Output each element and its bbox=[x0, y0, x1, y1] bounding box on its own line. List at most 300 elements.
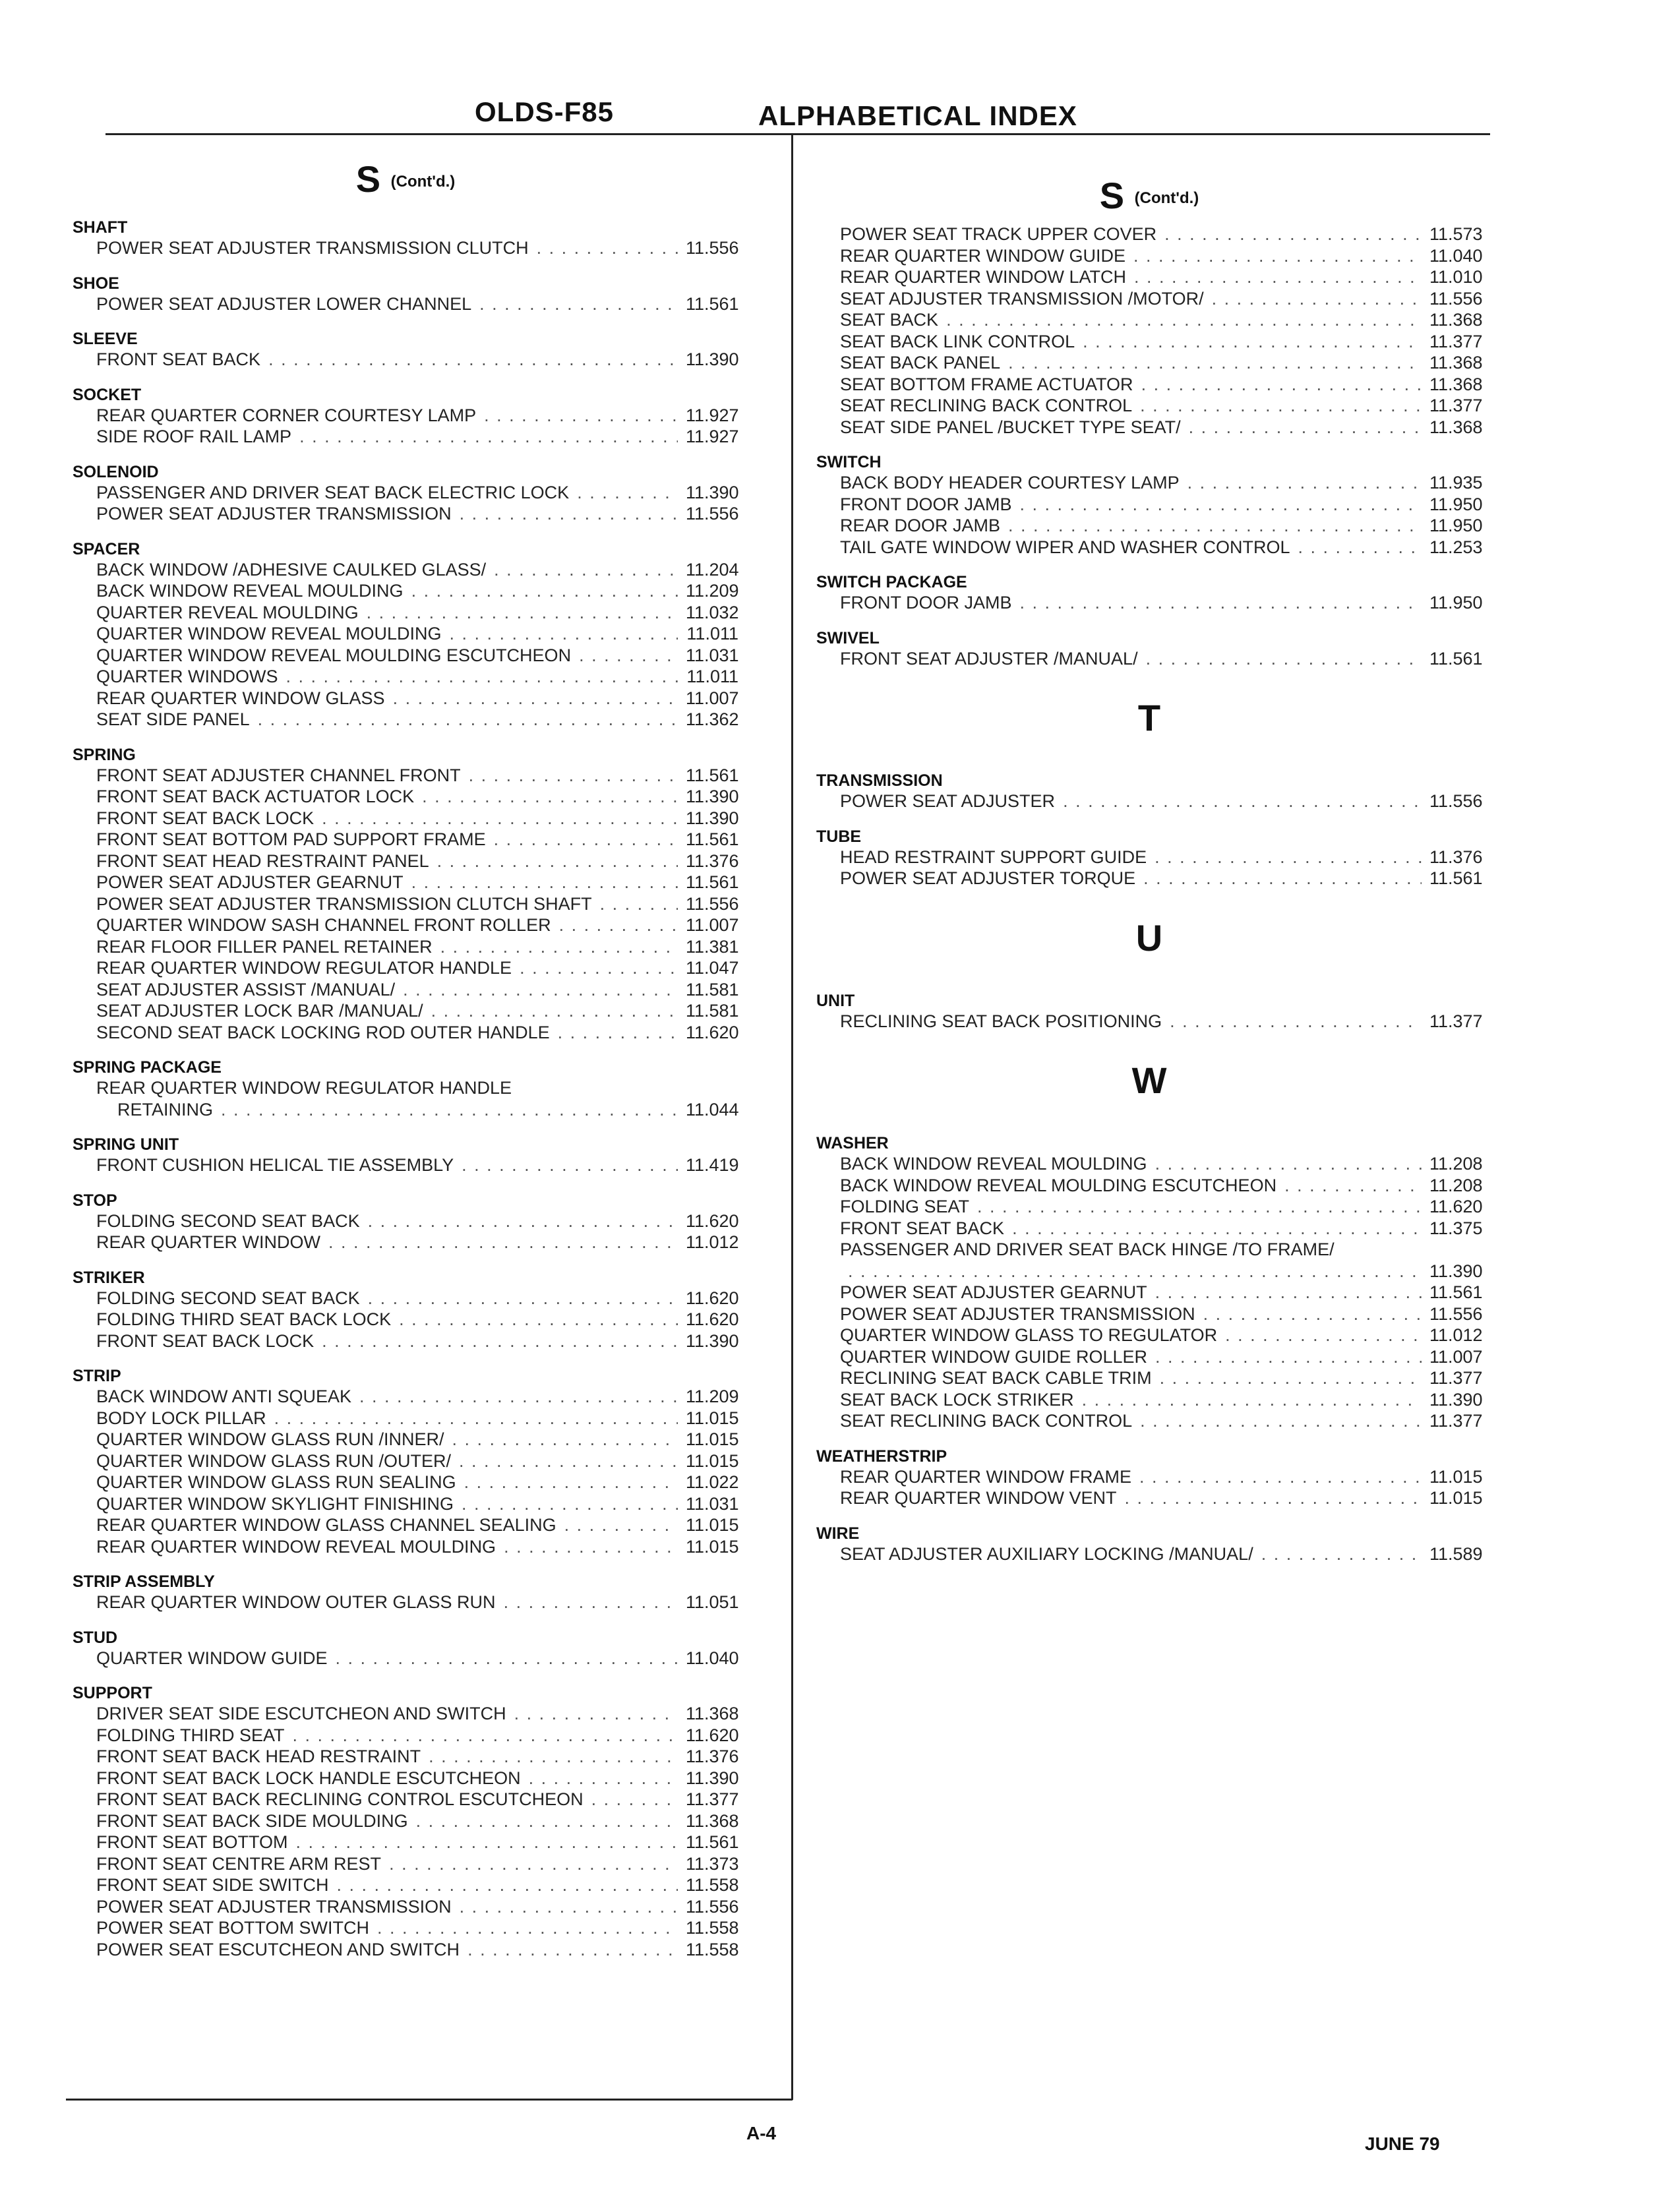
leader-dots bbox=[1212, 288, 1422, 310]
index-entry bbox=[96, 808, 738, 829]
index-entry bbox=[96, 850, 738, 872]
group-heading: STRIKER bbox=[73, 1268, 145, 1287]
leader-dots bbox=[403, 979, 678, 1001]
index-group bbox=[816, 1133, 1482, 1432]
entry-name: POWER SEAT ADJUSTER TRANSMISSION CLUTCH SHAFT bbox=[96, 893, 592, 914]
entry-page: 11.209 bbox=[686, 581, 739, 601]
entry-name: POWER SEAT ADJUSTER TRANSMISSION bbox=[840, 1303, 1195, 1324]
entry-page: 11.561 bbox=[686, 765, 739, 785]
entry-name: REAR QUARTER WINDOW LATCH bbox=[840, 267, 1127, 287]
group-heading: WIRE bbox=[816, 1524, 860, 1543]
entry-page: 11.927 bbox=[686, 427, 739, 447]
entry-name: POWER SEAT ADJUSTER LOWER CHANNEL bbox=[96, 293, 472, 314]
index-entry bbox=[840, 847, 1482, 868]
entry-name: REAR QUARTER WINDOW GLASS bbox=[96, 688, 385, 708]
leader-dots bbox=[946, 309, 1422, 331]
entry-name: SEAT BOTTOM FRAME ACTUATOR bbox=[840, 374, 1133, 394]
leader-dots bbox=[494, 559, 678, 581]
entry-page: 11.012 bbox=[686, 1232, 739, 1253]
leader-dots bbox=[600, 893, 678, 915]
leader-dots bbox=[1140, 395, 1422, 417]
index-entry-continued bbox=[840, 1261, 1482, 1282]
leader-dots bbox=[1020, 592, 1422, 614]
index-entry bbox=[840, 1487, 1482, 1509]
index-group bbox=[73, 1366, 738, 1557]
entry-page: 11.620 bbox=[686, 1309, 739, 1330]
entry-name: SEAT SIDE PANEL /BUCKET TYPE SEAT/ bbox=[840, 417, 1181, 437]
index-entry bbox=[840, 494, 1482, 516]
entry-name: SEAT BACK bbox=[840, 310, 939, 330]
group-heading: SWIVEL bbox=[816, 628, 880, 647]
leader-dots bbox=[1187, 472, 1422, 494]
leader-dots bbox=[1155, 1153, 1422, 1175]
entry-page: 11.007 bbox=[686, 915, 739, 936]
leader-dots bbox=[514, 1703, 678, 1725]
index-group bbox=[73, 329, 738, 371]
leader-dots bbox=[1133, 245, 1422, 267]
index-entry bbox=[96, 957, 738, 979]
entry-name: QUARTER WINDOW GLASS TO REGULATOR bbox=[840, 1325, 1218, 1346]
entry-page: 11.011 bbox=[686, 667, 738, 687]
index-group bbox=[816, 452, 1482, 558]
index-entry bbox=[840, 309, 1482, 331]
entry-name: FRONT SEAT BACK bbox=[840, 1218, 1005, 1238]
index-entry bbox=[96, 580, 738, 602]
entry-name: QUARTER WINDOW SASH CHANNEL FRONT ROLLER bbox=[96, 915, 551, 936]
leader-dots bbox=[460, 1896, 678, 1918]
leader-dots bbox=[359, 1386, 678, 1408]
index-entry bbox=[96, 1472, 738, 1493]
leader-dots bbox=[452, 1429, 678, 1450]
index-entry bbox=[840, 1346, 1482, 1368]
index-entry-continued bbox=[96, 1099, 738, 1121]
entry-page: 11.390 bbox=[686, 349, 739, 370]
leader-dots bbox=[268, 349, 678, 371]
group-heading: SUPPORT bbox=[73, 1684, 152, 1703]
group-heading: SWITCH PACKAGE bbox=[816, 573, 967, 592]
leader-dots bbox=[322, 1330, 678, 1352]
group-heading: SOLENOID bbox=[73, 462, 159, 481]
entry-page: 11.561 bbox=[686, 872, 739, 893]
leader-dots bbox=[1140, 1410, 1422, 1432]
index-group bbox=[73, 1572, 738, 1613]
right-w-groups bbox=[816, 1133, 1482, 1565]
entry-name: FRONT SEAT BOTTOM PAD SUPPORT FRAME bbox=[96, 829, 486, 850]
leader-dots bbox=[1160, 1367, 1422, 1389]
section-letter-s-right bbox=[816, 175, 1482, 220]
entry-name: REAR QUARTER WINDOW REGULATOR HANDLE bbox=[96, 958, 512, 978]
entry-name: FRONT SEAT BACK SIDE MOULDING bbox=[96, 1810, 408, 1831]
leader-dots bbox=[1012, 1218, 1422, 1239]
leader-dots bbox=[1155, 1282, 1422, 1303]
index-entry bbox=[840, 374, 1482, 396]
index-entry bbox=[840, 1410, 1482, 1432]
entry-name: PASSENGER AND DRIVER SEAT BACK HINGE /TO FRAME/ bbox=[840, 1239, 1335, 1260]
entry-page: 11.390 bbox=[1429, 1389, 1483, 1410]
entry-name: QUARTER WINDOW GUIDE ROLLER bbox=[840, 1346, 1148, 1367]
leader-dots bbox=[450, 623, 678, 645]
entry-page: 11.581 bbox=[686, 1001, 739, 1021]
entry-name: POWER SEAT ADJUSTER TORQUE bbox=[840, 868, 1136, 889]
entry-name: SEAT BACK LINK CONTROL bbox=[840, 331, 1075, 351]
index-entry bbox=[96, 1154, 738, 1176]
entry-page: 11.377 bbox=[686, 1789, 739, 1810]
entry-page: 11.589 bbox=[1429, 1543, 1483, 1564]
entry-name: POWER SEAT ADJUSTER GEARNUT bbox=[96, 872, 404, 893]
entry-page: 11.015 bbox=[686, 1450, 739, 1471]
leader-dots bbox=[479, 293, 678, 315]
entry-name: REAR DOOR JAMB bbox=[840, 516, 1001, 536]
leader-dots bbox=[431, 1000, 678, 1022]
entry-name: BACK WINDOW REVEAL MOULDING ESCUTCHEON bbox=[840, 1175, 1277, 1195]
entry-name: DRIVER SEAT SIDE ESCUTCHEON AND SWITCH bbox=[96, 1704, 506, 1724]
index-group bbox=[816, 1524, 1482, 1565]
index-entry bbox=[96, 1810, 738, 1832]
index-group bbox=[73, 218, 738, 259]
leader-dots bbox=[1170, 1011, 1422, 1032]
entry-name: REAR QUARTER WINDOW GUIDE bbox=[840, 245, 1126, 266]
index-entry bbox=[96, 1703, 738, 1725]
entry-page: 11.368 bbox=[686, 1704, 739, 1724]
index-group bbox=[816, 771, 1482, 812]
leader-dots bbox=[337, 1874, 678, 1896]
leader-dots bbox=[1143, 868, 1422, 889]
leader-dots bbox=[411, 580, 678, 602]
entry-page: 11.556 bbox=[1429, 791, 1483, 812]
entry-page: 11.927 bbox=[686, 405, 739, 425]
entry-name: REAR QUARTER WINDOW GLASS CHANNEL SEALING bbox=[96, 1515, 556, 1536]
entry-page: 11.556 bbox=[1429, 1303, 1483, 1324]
index-entry bbox=[96, 602, 738, 624]
entry-page: 11.015 bbox=[686, 1536, 739, 1557]
index-entry bbox=[96, 349, 738, 371]
entry-page: 11.032 bbox=[686, 602, 739, 622]
entry-page: 11.051 bbox=[686, 1592, 739, 1613]
right-column bbox=[816, 175, 1482, 1565]
leader-dots bbox=[411, 872, 678, 893]
leader-dots bbox=[429, 1746, 678, 1768]
index-group bbox=[73, 1683, 738, 1960]
column-divider bbox=[791, 135, 793, 2100]
index-entry bbox=[840, 1325, 1482, 1346]
entry-page: 11.950 bbox=[1429, 494, 1483, 514]
leader-dots bbox=[462, 1154, 678, 1176]
entry-name: REAR QUARTER WINDOW REGULATOR HANDLE bbox=[96, 1078, 512, 1098]
entry-page: 11.015 bbox=[686, 1408, 739, 1428]
index-entry bbox=[96, 1746, 738, 1768]
index-group bbox=[816, 827, 1482, 889]
index-group bbox=[816, 628, 1482, 670]
index-group bbox=[73, 1268, 738, 1352]
leader-dots bbox=[462, 1493, 678, 1515]
entry-name: SECOND SEAT BACK LOCKING ROD OUTER HANDLE bbox=[96, 1022, 550, 1042]
leader-dots bbox=[977, 1196, 1422, 1218]
leader-dots bbox=[460, 503, 678, 525]
index-entry bbox=[96, 979, 738, 1001]
index-entry bbox=[96, 1592, 738, 1613]
index-entry bbox=[96, 1450, 738, 1472]
group-heading: WASHER bbox=[816, 1134, 889, 1153]
left-groups bbox=[73, 218, 738, 1960]
entry-page: 11.558 bbox=[686, 1875, 739, 1895]
leader-dots bbox=[440, 936, 678, 958]
entry-page: 11.561 bbox=[1429, 1282, 1483, 1303]
index-entry bbox=[96, 1288, 738, 1309]
group-heading: SOCKET bbox=[73, 385, 142, 404]
group-heading: TRANSMISSION bbox=[816, 771, 943, 791]
entry-page: 11.015 bbox=[1429, 1466, 1483, 1487]
entry-name: BACK WINDOW REVEAL MOULDING bbox=[96, 581, 404, 601]
index-entry bbox=[96, 1789, 738, 1810]
index-entry bbox=[840, 1175, 1482, 1197]
entry-name: FRONT SEAT BACK LOCK HANDLE ESCUTCHEON bbox=[96, 1768, 521, 1788]
entry-name: QUARTER WINDOW REVEAL MOULDING ESCUTCHEON bbox=[96, 645, 572, 665]
group-heading: TUBE bbox=[816, 827, 862, 846]
entry-page: 11.015 bbox=[686, 1429, 739, 1450]
entry-page: 11.556 bbox=[686, 238, 739, 258]
entry-name: SEAT BACK PANEL bbox=[840, 353, 1001, 373]
entry-page: 11.556 bbox=[686, 504, 739, 524]
header-model: OLDS-F85 bbox=[475, 96, 615, 127]
right-t-groups bbox=[816, 771, 1482, 889]
entry-page: 11.620 bbox=[1429, 1197, 1483, 1217]
entry-page: 11.362 bbox=[686, 709, 739, 730]
index-entry bbox=[840, 868, 1482, 889]
section-letter-t: T bbox=[1137, 697, 1161, 739]
leader-dots bbox=[577, 482, 678, 504]
entry-page: 11.556 bbox=[686, 1896, 739, 1917]
header-title: ALPHABETICAL INDEX bbox=[758, 100, 1077, 131]
entry-name: TAIL GATE WINDOW WIPER AND WASHER CONTROL bbox=[840, 537, 1290, 557]
entry-page: 11.620 bbox=[686, 1288, 739, 1308]
entry-page: 11.368 bbox=[1429, 310, 1483, 330]
entry-name: FRONT SEAT BACK LOCK bbox=[96, 1330, 315, 1351]
leader-dots bbox=[529, 1768, 678, 1789]
leader-dots bbox=[504, 1536, 678, 1558]
entry-name: FOLDING THIRD SEAT BACK LOCK bbox=[96, 1309, 392, 1330]
entry-page: 11.620 bbox=[686, 1725, 739, 1745]
leader-dots bbox=[437, 850, 678, 872]
index-entry bbox=[840, 1153, 1482, 1175]
leader-dots bbox=[1284, 1175, 1422, 1197]
entry-name: REAR QUARTER CORNER COURTESY LAMP bbox=[96, 405, 477, 425]
entry-page: 11.007 bbox=[686, 688, 739, 708]
index-group bbox=[73, 1191, 738, 1253]
entry-name: POWER SEAT BOTTOM SWITCH bbox=[96, 1918, 370, 1938]
entry-name: BACK BODY HEADER COURTESY LAMP bbox=[840, 473, 1180, 493]
leader-dots bbox=[399, 1309, 678, 1330]
index-entry bbox=[840, 537, 1482, 558]
index-entry bbox=[840, 515, 1482, 537]
entry-page: 11.031 bbox=[686, 1493, 739, 1514]
header-rule bbox=[105, 133, 1490, 135]
index-entry bbox=[96, 1648, 738, 1669]
index-entry bbox=[96, 1309, 738, 1330]
entry-name: POWER SEAT ADJUSTER GEARNUT bbox=[840, 1282, 1147, 1303]
index-group bbox=[816, 1447, 1482, 1509]
entry-page: 11.556 bbox=[1429, 288, 1483, 309]
entry-page: 11.375 bbox=[1429, 1218, 1483, 1238]
index-group bbox=[73, 462, 738, 525]
entry-name: SEAT ADJUSTER LOCK BAR /MANUAL/ bbox=[96, 1001, 423, 1021]
leader-dots bbox=[520, 957, 678, 979]
index-entry bbox=[840, 472, 1482, 494]
entry-page: 11.007 bbox=[1429, 1346, 1483, 1367]
entry-page: 11.556 bbox=[686, 893, 739, 914]
leader-dots bbox=[1189, 417, 1422, 438]
entry-name: POWER SEAT ESCUTCHEON AND SWITCH bbox=[96, 1939, 460, 1959]
entry-page: 11.620 bbox=[686, 1210, 739, 1231]
entry-page: 11.368 bbox=[1429, 417, 1483, 437]
leader-dots bbox=[322, 808, 678, 829]
leader-dots bbox=[258, 709, 678, 731]
entry-page: 11.368 bbox=[1429, 353, 1483, 373]
index-entry bbox=[840, 648, 1482, 670]
entry-name: FRONT DOOR JAMB bbox=[840, 593, 1012, 613]
entry-page: 11.377 bbox=[1429, 396, 1483, 416]
index-group bbox=[73, 274, 738, 315]
group-heading: SHOE bbox=[73, 274, 119, 293]
entry-name: FRONT SEAT ADJUSTER CHANNEL FRONT bbox=[96, 765, 461, 785]
index-entry bbox=[96, 688, 738, 709]
index-group bbox=[73, 1628, 738, 1669]
leader-dots bbox=[564, 1514, 678, 1536]
index-entry bbox=[96, 1874, 738, 1896]
entry-page: 11.368 bbox=[686, 1810, 739, 1831]
index-entry bbox=[96, 936, 738, 958]
entry-name: QUARTER WINDOW GUIDE bbox=[96, 1648, 328, 1668]
leader-dots bbox=[1155, 1346, 1422, 1368]
group-heading: WEATHERSTRIP bbox=[816, 1447, 947, 1466]
entry-page: 11.044 bbox=[686, 1099, 739, 1119]
index-entry bbox=[840, 1543, 1482, 1565]
entry-name: QUARTER REVEAL MOULDING bbox=[96, 602, 359, 622]
entry-page: 11.377 bbox=[1429, 1368, 1483, 1388]
leader-dots bbox=[422, 786, 678, 808]
section-letter: S bbox=[1099, 175, 1125, 216]
entry-page: 11.015 bbox=[686, 1515, 739, 1536]
leader-dots bbox=[591, 1789, 678, 1810]
leader-dots bbox=[464, 1472, 678, 1493]
entry-name: REAR QUARTER WINDOW OUTER GLASS RUN bbox=[96, 1592, 496, 1613]
entry-name: FRONT SEAT SIDE SWITCH bbox=[96, 1875, 329, 1895]
entry-page: 11.390 bbox=[686, 1330, 739, 1351]
entry-name: FOLDING SECOND SEAT BACK bbox=[96, 1288, 360, 1308]
index-entry bbox=[96, 559, 738, 581]
group-heading: SLEEVE bbox=[73, 330, 138, 349]
entry-name: BACK WINDOW /ADHESIVE CAULKED GLASS/ bbox=[96, 559, 487, 580]
entry-page: 11.012 bbox=[1429, 1325, 1483, 1346]
group-heading: UNIT bbox=[816, 991, 855, 1010]
entry-page: 11.390 bbox=[686, 787, 739, 807]
leader-dots bbox=[1298, 537, 1422, 558]
entry-name: BACK WINDOW ANTI SQUEAK bbox=[96, 1387, 352, 1407]
entry-name: QUARTER WINDOW GLASS RUN /OUTER/ bbox=[96, 1450, 452, 1471]
leader-dots bbox=[1225, 1325, 1422, 1346]
entry-name-continued: RETAINING bbox=[117, 1099, 214, 1119]
leader-dots bbox=[336, 1648, 678, 1669]
entry-page: 11.373 bbox=[686, 1853, 739, 1874]
section-letter-u: U bbox=[1135, 916, 1163, 959]
group-heading: SPRING bbox=[73, 745, 136, 764]
section-letter-suffix: (Cont'd.) bbox=[390, 173, 456, 191]
index-entry bbox=[96, 786, 738, 808]
leader-dots bbox=[1134, 266, 1422, 288]
group-heading: STRIP ASSEMBLY bbox=[73, 1572, 215, 1592]
entry-name: BODY LOCK PILLAR bbox=[96, 1408, 266, 1428]
index-group bbox=[73, 1058, 738, 1120]
index-entry bbox=[96, 237, 738, 259]
entry-name: FRONT SEAT BACK ACTUATOR LOCK bbox=[96, 787, 415, 807]
index-entry bbox=[96, 426, 738, 448]
entry-name: REAR QUARTER WINDOW FRAME bbox=[840, 1466, 1132, 1487]
index-entry bbox=[840, 288, 1482, 310]
index-entry bbox=[96, 1429, 738, 1450]
right-s-groups bbox=[816, 452, 1482, 669]
entry-name: FRONT SEAT BACK LOCK bbox=[96, 808, 315, 828]
index-entry bbox=[840, 1303, 1482, 1325]
index-entry bbox=[96, 829, 738, 850]
entry-name: SEAT ADJUSTER ASSIST /MANUAL/ bbox=[96, 979, 396, 1000]
index-entry bbox=[840, 791, 1482, 812]
index-entry bbox=[96, 1386, 738, 1408]
entry-page: 11.561 bbox=[686, 1832, 739, 1853]
index-entry bbox=[96, 1917, 738, 1939]
entry-page: 11.208 bbox=[1429, 1154, 1483, 1174]
entry-page: 11.040 bbox=[686, 1648, 739, 1668]
group-heading: STOP bbox=[73, 1191, 117, 1210]
entry-page: 11.950 bbox=[1429, 516, 1483, 536]
entry-name: SEAT BACK LOCK STRIKER bbox=[840, 1389, 1074, 1410]
entry-page: 11.390 bbox=[1429, 1261, 1483, 1281]
entry-page: 11.573 bbox=[1429, 224, 1483, 245]
entry-name: QUARTER WINDOW REVEAL MOULDING bbox=[96, 624, 442, 644]
entry-page: 11.935 bbox=[1429, 473, 1483, 493]
entry-name: FRONT SEAT CENTRE ARM REST bbox=[96, 1853, 382, 1874]
entry-name: REAR QUARTER WINDOW REVEAL MOULDING bbox=[96, 1536, 496, 1557]
leader-dots bbox=[1155, 847, 1422, 868]
index-group bbox=[816, 991, 1482, 1032]
entry-name: POWER SEAT ADJUSTER TRANSMISSION bbox=[96, 1896, 452, 1917]
entry-name: POWER SEAT TRACK UPPER COVER bbox=[840, 224, 1157, 245]
leader-dots bbox=[537, 237, 678, 259]
entry-name: SEAT ADJUSTER AUXILIARY LOCKING /MANUAL/ bbox=[840, 1543, 1253, 1564]
entry-name: SEAT RECLINING BACK CONTROL bbox=[840, 1411, 1133, 1431]
entry-name: HEAD RESTRAINT SUPPORT GUIDE bbox=[840, 847, 1147, 867]
index-group bbox=[73, 1135, 738, 1176]
leader-dots bbox=[368, 1288, 678, 1309]
index-entry bbox=[96, 482, 738, 504]
leader-dots bbox=[579, 645, 678, 667]
entry-name: FOLDING THIRD SEAT bbox=[96, 1725, 285, 1745]
entry-name: FRONT SEAT BACK bbox=[96, 349, 261, 370]
leader-dots bbox=[293, 1725, 678, 1746]
leader-dots bbox=[416, 1810, 678, 1832]
index-entry bbox=[96, 503, 738, 525]
index-entry bbox=[96, 1022, 738, 1044]
index-entry bbox=[840, 352, 1482, 374]
entry-page: 11.204 bbox=[686, 559, 739, 580]
leader-dots bbox=[299, 426, 678, 448]
entry-page: 11.208 bbox=[1429, 1175, 1483, 1195]
index-entry bbox=[96, 1493, 738, 1515]
leader-dots bbox=[1141, 374, 1422, 396]
index-entry bbox=[96, 765, 738, 787]
group-heading: STRIP bbox=[73, 1367, 121, 1386]
leader-dots bbox=[221, 1099, 678, 1121]
section-letter: S bbox=[355, 158, 381, 200]
index-entry bbox=[96, 1939, 738, 1961]
